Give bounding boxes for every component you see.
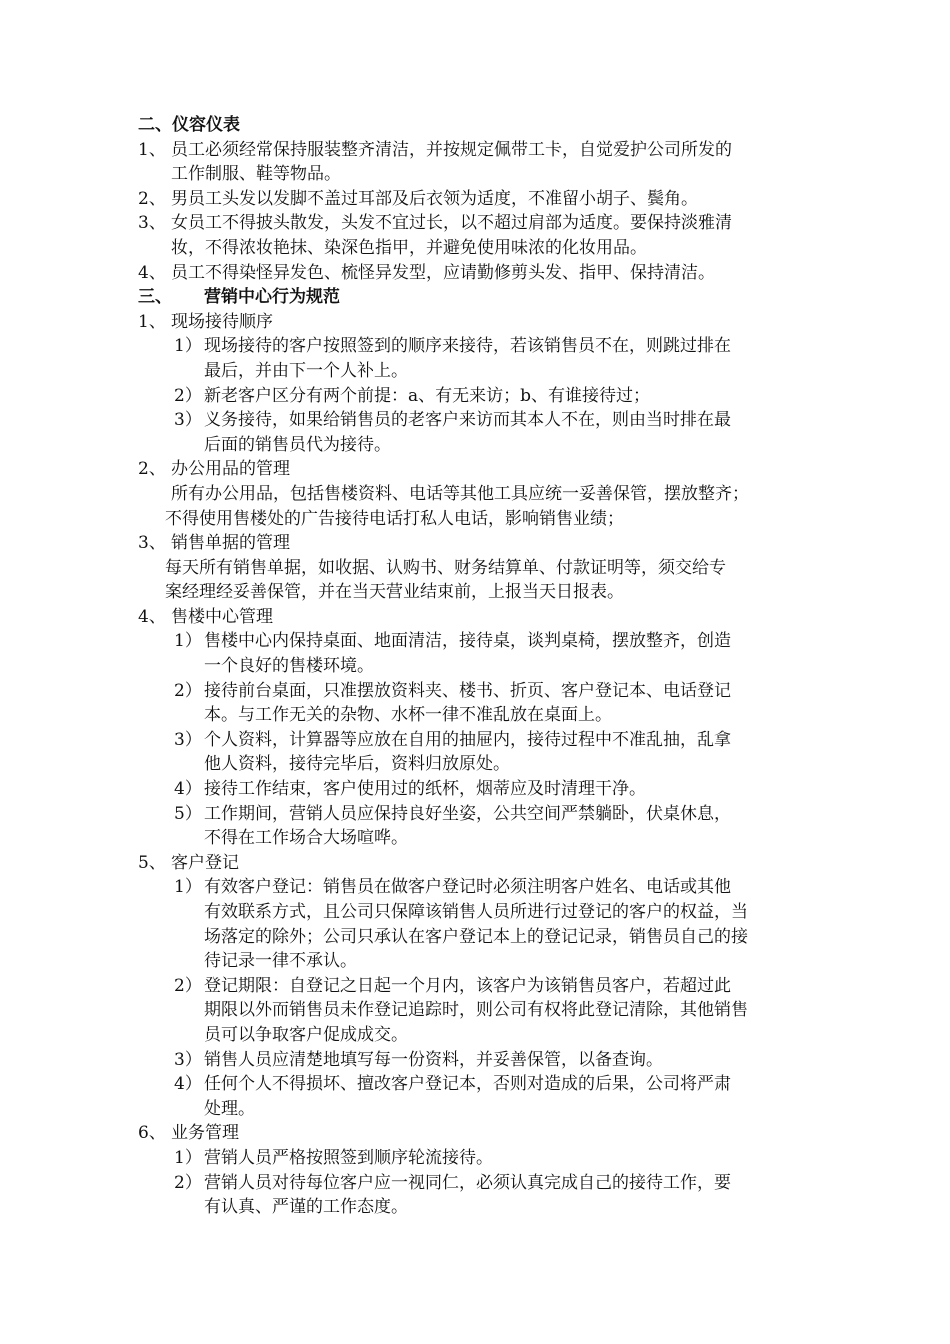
- item-text: 有效客户登记：销售员在做客户登记时必须注明客户姓名、电话或其他: [204, 877, 731, 898]
- subsection-title: 业务管理: [171, 1123, 239, 1144]
- subsection-title: 客户登记: [171, 852, 239, 873]
- item-number: 6、: [138, 1123, 166, 1144]
- item-number: 4、: [138, 262, 166, 283]
- item-number: 4、: [138, 606, 166, 627]
- item-text: 女员工不得披头散发，头发不宜过长，以不超过肩部为适度。要保持淡雅清: [171, 213, 732, 234]
- list-item: [138, 334, 818, 383]
- list-item: [138, 629, 818, 678]
- list-item: [138, 728, 818, 777]
- item-number: 1）: [174, 1147, 202, 1168]
- item-text: 他人资料，接待完毕后，资料归放原处。: [204, 754, 510, 775]
- item-number: 2、: [138, 459, 166, 480]
- subsection-heading: [138, 605, 818, 630]
- item-number: 4）: [174, 779, 202, 800]
- item-text: 登记期限：自登记之日起一个月内，该客户为该销售员客户，若超过此: [204, 975, 731, 996]
- paragraph-text: 不得使用售楼处的广告接待电话打私人电话，影响销售业绩；: [165, 508, 624, 529]
- item-number: 5、: [138, 852, 166, 873]
- item-text: 员可以争取客户促成成交。: [204, 1024, 408, 1045]
- list-item: [138, 1048, 818, 1073]
- item-number: 5）: [174, 803, 202, 824]
- section-heading-appearance: 二、仪容仪表: [138, 115, 240, 135]
- item-text: 义务接待，如果给销售员的老客户来访而其本人不在，则由当时排在最: [204, 410, 731, 431]
- item-text: 接待工作结束，客户使用过的纸杯，烟蒂应及时清理干净。: [204, 779, 646, 800]
- item-number: 2、: [138, 188, 166, 209]
- item-text: 任何个人不得损坏、擅改客户登记本，否则对造成的后果，公司将严肃: [204, 1074, 731, 1095]
- list-item: [138, 138, 818, 187]
- section-heading-sales-center: [138, 285, 818, 310]
- list-item: [138, 1146, 818, 1171]
- subsection-heading: [138, 531, 818, 556]
- list-item: [138, 679, 818, 728]
- subsection-title: 销售单据的管理: [171, 533, 290, 554]
- item-text: 男员工头发以发脚不盖过耳部及后衣领为适度，不准留小胡子、鬓角。: [171, 188, 698, 209]
- item-text: 期限以外而销售员未作登记追踪时，则公司有权将此登记清除，其他销售: [204, 1000, 748, 1021]
- item-text: 后面的销售员代为接待。: [204, 434, 391, 455]
- item-text: 有效联系方式，且公司只保障该销售人员所进行过登记的客户的权益，当: [204, 902, 748, 922]
- item-text: 接待前台桌面，只准摆放资料夹、楼书、折页、客户登记本、电话登记: [204, 680, 731, 701]
- item-text: 个人资料，计算器等应放在自用的抽屉内，接待过程中不准乱抽，乱拿: [204, 729, 731, 750]
- list-item: [138, 408, 818, 457]
- list-item: [138, 875, 818, 973]
- item-text: 现场接待的客户按照签到的顺序来接待，若该销售员不在，则跳过排在: [204, 336, 731, 357]
- item-text: 有认真、严谨的工作态度。: [204, 1197, 408, 1218]
- item-text: 员工必须经常保持服装整齐清洁，并按规定佩带工卡，自觉爱护公司所发的: [171, 139, 732, 160]
- item-number: 2）: [174, 680, 202, 701]
- item-text: 新老客户区分有两个前提：a、有无来访；b、有谁接待过；: [204, 385, 651, 406]
- list-item: [138, 1171, 818, 1220]
- subsection-heading: [138, 851, 818, 876]
- list-item: [138, 974, 818, 1048]
- item-text: 场落定的除外；公司只承认在客户登记本上的登记记录，销售员自己的接: [204, 926, 748, 947]
- list-item: [138, 1072, 818, 1121]
- item-text: 工作期间，营销人员应保持良好坐姿，公共空间严禁躺卧，伏桌休息，: [204, 803, 731, 824]
- item-number: 2）: [174, 975, 202, 996]
- item-text: 本。与工作无关的杂物、水杯一律不准乱放在桌面上。: [204, 705, 612, 726]
- section-title: 营销中心行为规范: [204, 287, 340, 308]
- list-item: [138, 802, 818, 851]
- item-number: 1）: [174, 336, 202, 357]
- document-content: [138, 113, 818, 1220]
- paragraph-text: 所有办公用品，包括售楼资料、电话等其他工具应统一妥善保管，摆放整齐；: [171, 483, 749, 504]
- list-item: [138, 777, 818, 802]
- item-number: 3）: [174, 1049, 202, 1070]
- item-text: 待记录一律不承认。: [204, 951, 357, 972]
- list-item: [138, 211, 818, 260]
- item-number: 4）: [174, 1074, 202, 1095]
- item-number: 1）: [174, 631, 202, 652]
- item-number: 3、: [138, 533, 166, 554]
- item-number: 3）: [174, 410, 202, 431]
- item-text: 工作制服、鞋等物品。: [171, 164, 341, 185]
- item-text: 最后，并由下一个人补上。: [204, 360, 408, 381]
- item-text: 售楼中心内保持桌面、地面清洁，接待桌，谈判桌椅，摆放整齐，创造: [204, 631, 731, 652]
- item-number: 2）: [174, 1172, 202, 1193]
- paragraph-text: 案经理经妥善保管，并在当天营业结束前，上报当天日报表。: [165, 582, 624, 603]
- subsection-heading: [138, 457, 818, 482]
- item-number: 3、: [138, 213, 166, 234]
- list-item: [138, 384, 818, 409]
- item-text: 营销人员严格按照签到顺序轮流接待。: [204, 1147, 493, 1168]
- item-text: 处理。: [204, 1098, 255, 1119]
- item-number: 1、: [138, 139, 166, 160]
- list-item: [138, 187, 818, 212]
- item-text: 一个良好的售楼环境。: [204, 656, 374, 677]
- paragraph-text: 每天所有销售单据，如收据、认购书、财务结算单、付款证明等，须交给专: [165, 557, 726, 578]
- subsection-heading: [138, 1121, 818, 1146]
- item-text: 营销人员对待每位客户应一视同仁，必须认真完成自己的接待工作，要: [204, 1172, 731, 1193]
- section-number: 三、: [138, 287, 172, 308]
- item-number: 3）: [174, 729, 202, 750]
- list-item: [138, 261, 818, 286]
- item-text: 员工不得染怪异发色、梳怪异发型，应请勤修剪头发、指甲、保持清洁。: [171, 262, 715, 283]
- item-number: 2）: [174, 385, 202, 406]
- item-text: 妆，不得浓妆艳抹、染深色指甲，并避免使用味浓的化妆用品。: [171, 237, 647, 258]
- subsection-title: 办公用品的管理: [171, 459, 290, 480]
- item-number: 1）: [174, 877, 202, 898]
- item-number: 1、: [138, 311, 166, 332]
- subsection-title: 现场接待顺序: [171, 311, 273, 332]
- subsection-title: 售楼中心管理: [171, 606, 273, 627]
- item-text: 不得在工作场合大场喧哗。: [204, 828, 408, 849]
- item-text: 销售人员应清楚地填写每一份资料，并妥善保管，以备查询。: [204, 1049, 663, 1070]
- subsection-heading: [138, 310, 818, 335]
